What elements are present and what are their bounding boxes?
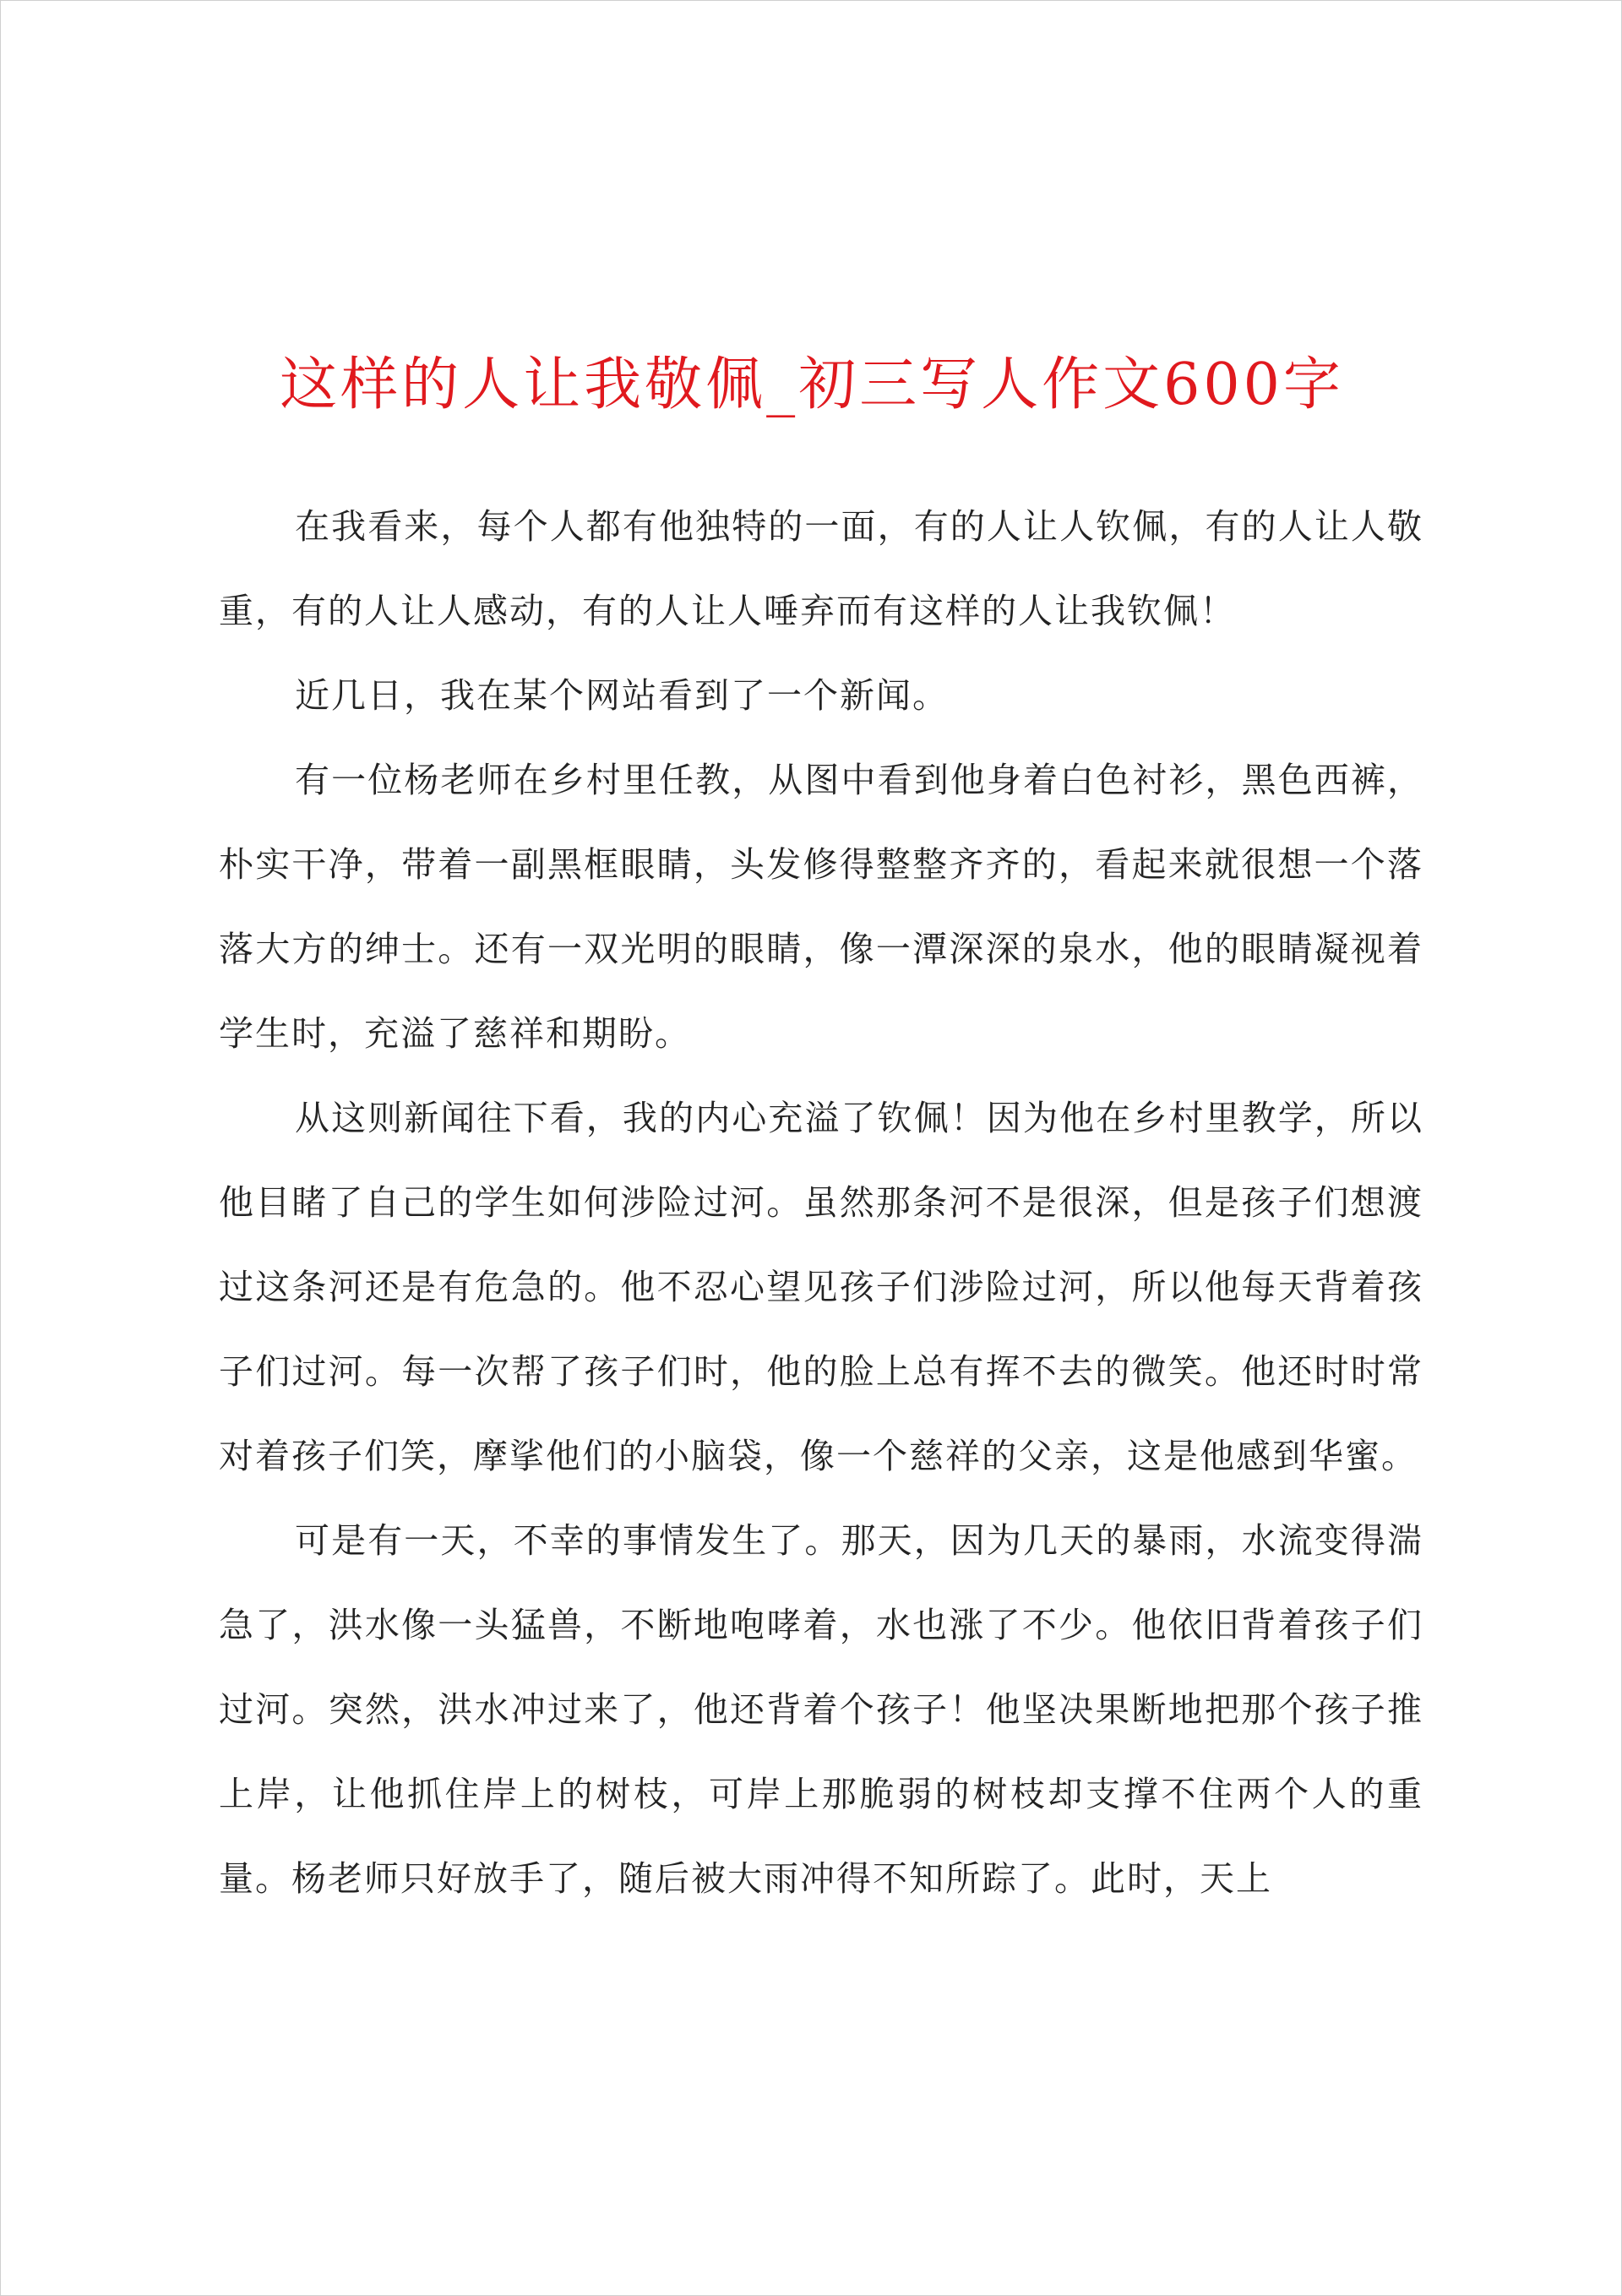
paragraph: 在我看来，每个人都有他独特的一面，有的人让人钦佩，有的人让人敬重，有的人让人感动，有的人让人唾弃而有这样的人让我钦佩！ <box>219 506 1423 631</box>
document-body <box>219 484 1423 1921</box>
paragraph: 从这则新闻往下看，我的内心充溢了钦佩！因为他在乡村里教学，所以他目睹了自己的学生如何涉险过河。虽然那条河不是很深，但是孩子们想渡过这条河还是有危急的。他不忍心望见孩子们涉险过河，所以他每天背着孩子们过河。每一次帮了孩子们时，他的脸上总有挥不去的微笑。他还时时常对着孩子们笑，摩挲他们的小脑袋，像一个慈祥的父亲，这是他感到华蜜。 <box>219 1098 1423 1476</box>
paragraph: 可是有一天，不幸的事情发生了。那天，因为几天的暴雨，水流变得湍急了，洪水像一头猛兽，不断地咆哮着，水也涨了不少。他依旧背着孩子们过河。突然，洪水冲过来了，他还背着个孩子！他坚决果断地把那个孩子推上岸，让他抓住岸上的树枝，可岸上那脆弱的树枝却支撑不住两个人的重量。杨老师只好放手了，随后被大雨冲得不知所踪了。此时，天上 <box>219 1520 1423 1899</box>
paragraph: 有一位杨老师在乡村里任教，从图中看到他身着白色衬衫，黑色西裤，朴实干净，带着一副黑框眼睛，头发修得整整齐齐的，看起来就很想一个落落大方的绅士。还有一双光明的眼睛，像一潭深深的泉水，他的眼睛凝视着学生时，充溢了慈祥和期盼。 <box>219 760 1423 1054</box>
paragraph: 近几日，我在某个网站看到了一个新闻。 <box>295 675 949 716</box>
document-title: 这样的人让我敬佩_初三写人作文600字 <box>280 352 1344 418</box>
